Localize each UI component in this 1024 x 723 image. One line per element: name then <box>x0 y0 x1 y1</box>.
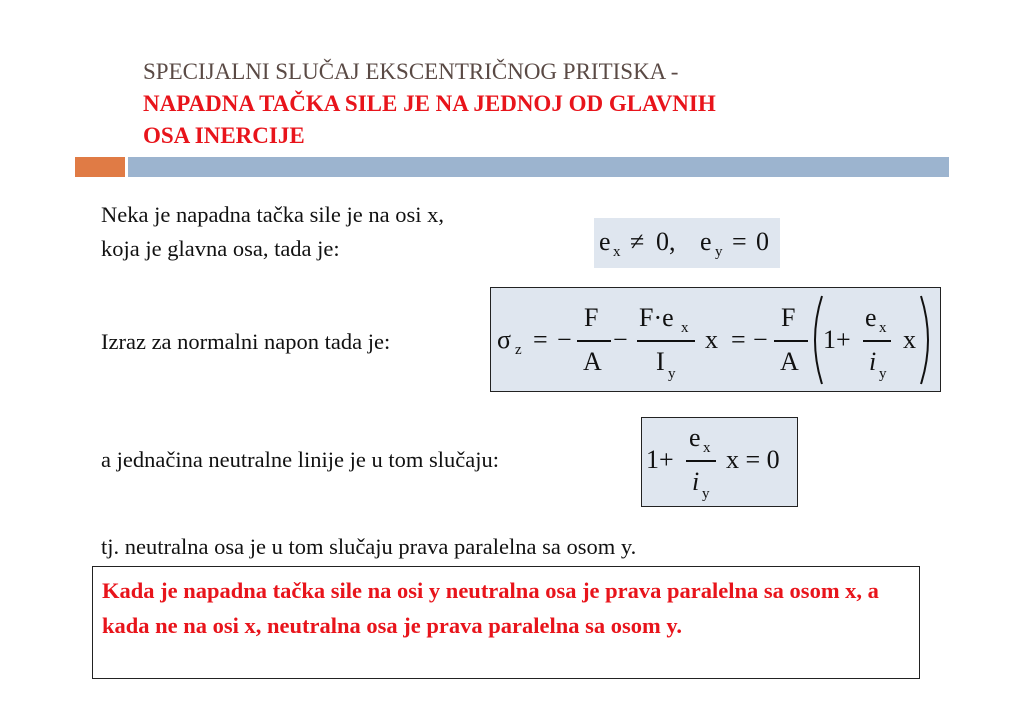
eq2-minus-1: − <box>557 325 572 354</box>
right-paren <box>917 292 939 388</box>
highlighted-note-text: Kada je napadna tačka sile na osi y neutralna osa je prava paralelna sa osom x, a kada ne na osi x, neutralna osa je prava paralelna sa osom y. <box>102 578 879 638</box>
eq2-sub-z: z <box>515 342 522 358</box>
eq2-sub-y-1: y <box>668 366 676 382</box>
eq2-sub-x-1: x <box>681 320 689 336</box>
eq2-sub-x-2: x <box>879 320 887 336</box>
eq2-fracline-1 <box>577 340 611 342</box>
eq2-fracline-4 <box>863 340 891 342</box>
eq2-one-plus: 1+ <box>823 325 851 354</box>
eq3-e-num: e <box>689 423 701 452</box>
eq1-neq: ≠ <box>630 227 645 256</box>
conclusion-text: tj. neutralna osa je u tom slučaju prava paralelna sa osom y. <box>101 534 637 559</box>
eq2-fracline-2 <box>637 340 695 342</box>
eq1-zero: 0 <box>756 227 769 256</box>
stress-label: Izraz za normalni napon tada je: <box>101 329 391 354</box>
title-line-2: NAPADNA TAČKA SILE JE NA JEDNOJ OD GLAVNIH <box>143 91 716 116</box>
eq3-i-den: i <box>692 467 700 496</box>
title-accent-bar <box>75 157 125 177</box>
eq3-one-plus: 1+ <box>646 445 674 474</box>
eq2-a-den-1: A <box>583 347 602 376</box>
normal-stress-equation <box>490 287 941 392</box>
eq2-fe-num: F·e <box>639 303 674 332</box>
eq3-rhs: x = 0 <box>726 445 780 474</box>
title-divider-bar <box>128 157 949 177</box>
eq1-e: e <box>599 227 611 256</box>
eq2-x-1: x <box>705 325 718 354</box>
title-line-3: OSA INERCIJE <box>143 123 305 148</box>
highlighted-note-box <box>92 566 920 679</box>
eq2-f-num-1: F <box>584 303 599 332</box>
eq3-fracline <box>686 460 716 462</box>
eq3-sub-x: x <box>703 440 711 456</box>
eq2-e-num: e <box>865 303 877 332</box>
eq1-zero-comma: 0, <box>656 227 676 256</box>
eq1-equals: = <box>732 227 747 256</box>
eq2-equals-2: = <box>731 325 746 354</box>
neutral-line-equation <box>641 417 798 507</box>
intro-line-2: koja je glavna osa, tada je: <box>101 236 340 261</box>
eq2-i-den: I <box>656 347 665 376</box>
eq2-sub-y-2: y <box>879 366 887 382</box>
eq2-i-den-italic: i <box>869 347 877 376</box>
neutral-line-label: a jednačina neutralne linije je u tom slučaju: <box>101 447 499 472</box>
eq1-sub-x: x <box>613 244 621 260</box>
eq2-x-2: x <box>903 325 916 354</box>
eq2-minus-3: − <box>753 325 768 354</box>
eq1-e2: e <box>700 227 712 256</box>
eq2-sigma: σ <box>497 325 512 354</box>
intro-line-1: Neka je napadna tačka sile je na osi x, <box>101 202 444 227</box>
eq2-a-den-2: A <box>780 347 799 376</box>
eq2-minus-2: − <box>613 325 628 354</box>
eq1-sub-y: y <box>715 244 723 260</box>
eq3-sub-y: y <box>702 486 710 502</box>
slide-title <box>143 56 943 152</box>
eq2-equals-1: = <box>533 325 548 354</box>
eccentricity-condition-equation <box>594 218 780 268</box>
title-line-1: SPECIJALNI SLUČAJ EKSCENTRIČNOG PRITISKA - <box>143 59 679 84</box>
eq2-fracline-3 <box>774 340 808 342</box>
eq2-f-num-2: F <box>781 303 796 332</box>
